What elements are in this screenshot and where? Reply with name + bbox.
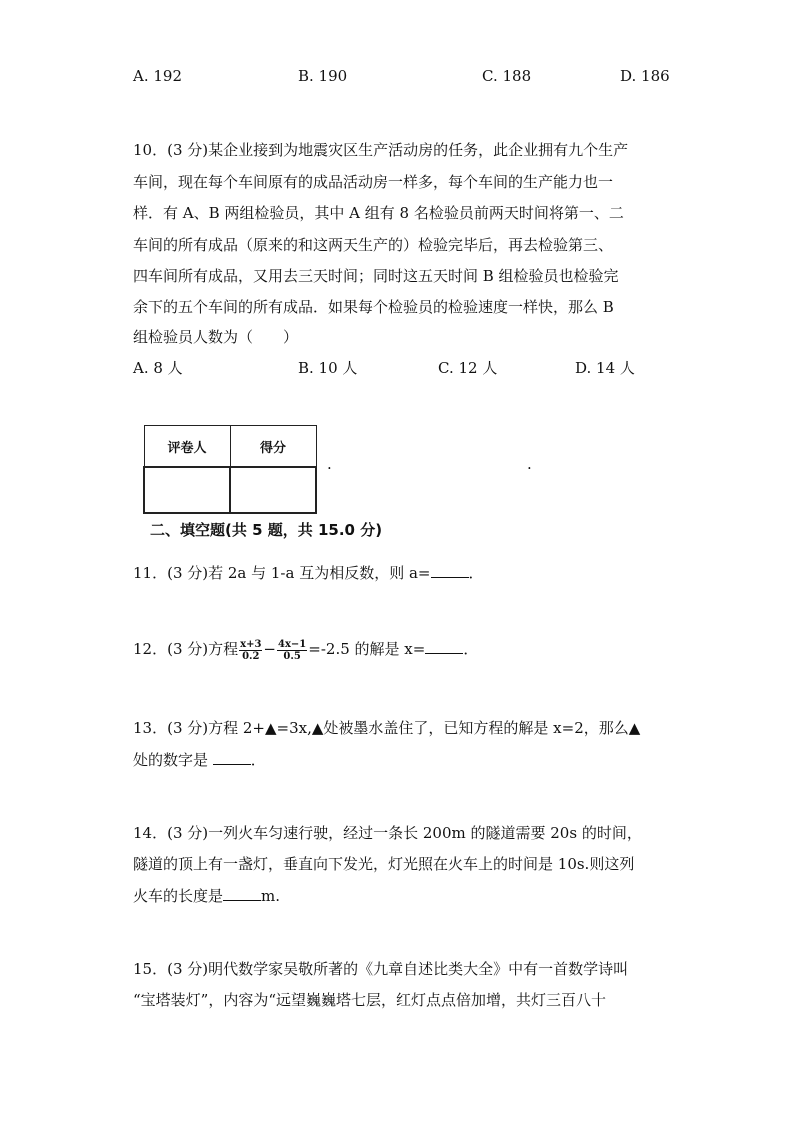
answer-blank [213, 750, 251, 765]
q13-end: ． [250, 751, 266, 769]
q9-option-a: A. 192 [133, 67, 182, 85]
answer-blank [223, 886, 261, 901]
score-header: 得分 [230, 426, 316, 468]
answer-blank [425, 639, 463, 654]
q10-option-b: B. 10 人 [298, 359, 358, 377]
fraction [277, 639, 307, 662]
q13-text: 处的数字是 [133, 751, 213, 769]
q10-line-2: 车间，现在每个车间原有的成品活动房一样多，每个车间的生产能力也一 [133, 173, 614, 191]
q9-option-c: C. 188 [482, 67, 532, 85]
grader-header: 评卷人 [144, 426, 230, 468]
q10-line-7: 组检验员人数为（ ） [133, 328, 299, 346]
q14-line-1: 14．(3 分)一列火车匀速行驶，经过一条长 200m 的隧道需要 20s 的时间， [133, 824, 642, 842]
fraction-numerator: x+3 [240, 638, 262, 650]
fraction-denominator: 0.2 [242, 650, 260, 662]
q13-line-1: 13．(3 分)方程 2+▲=3x,▲处被墨水盖住了，已知方程的解是 x=2，那么▲ [133, 719, 641, 737]
q10-line-4: 车间的所有成品（原来的和这两天生产的）检验完毕后，再去检验第三、 [133, 236, 614, 254]
fraction-numerator: 4x−1 [278, 638, 307, 650]
dot-mark: . [527, 455, 532, 473]
q9-option-d: D. 186 [620, 67, 670, 85]
answer-blank [431, 563, 469, 578]
q14-line-2: 隧道的顶上有一盏灯，垂直向下发光，灯光照在火车上的时间是 10s.则这列 [133, 855, 635, 873]
q14-unit: m. [261, 887, 281, 905]
q11-text: 11．(3 分)若 2a 与 1-a 互为相反数，则 a= [133, 564, 431, 582]
dot-mark: . [327, 455, 332, 473]
question-12 [133, 637, 478, 662]
fraction [239, 639, 262, 662]
q12-text-after: =-2.5 的解是 x= [308, 640, 426, 658]
q10-line-6: 余下的五个车间的所有成品．如果每个检验员的检验速度一样快，那么 B [133, 298, 614, 316]
q10-line-3: 样．有 A、B 两组检验员，其中 A 组有 8 名检验员前两天时间将第一、二 [133, 204, 624, 222]
score-cell [230, 467, 316, 513]
minus-sign: − [263, 640, 276, 658]
q12-text: 12．(3 分)方程 [133, 640, 239, 658]
score-table [143, 425, 317, 514]
section-title: 二、填空题(共 5 题，共 15.0 分) [150, 521, 383, 539]
fraction-denominator: 0.5 [283, 650, 301, 662]
q14-text: 火车的长度是 [133, 887, 224, 905]
question-11 [133, 563, 484, 582]
q12-end: ． [463, 640, 479, 658]
grader-cell [144, 467, 230, 513]
q10-option-d: D. 14 人 [575, 359, 635, 377]
q11-end: ． [468, 564, 484, 582]
q10-option-c: C. 12 人 [438, 359, 498, 377]
q9-option-b: B. 190 [298, 67, 348, 85]
q10-line-5: 四车间所有成品，又用去三天时间；同时这五天时间 B 组检验员也检验完 [133, 267, 619, 285]
q15-line-2: “宝塔装灯”，内容为“远望巍巍塔七层，红灯点点倍加增，共灯三百八十 [133, 991, 607, 1009]
q14-line-3 [133, 886, 280, 905]
q10-line-1: 10．(3 分)某企业接到为地震灾区生产活动房的任务，此企业拥有九个生产 [133, 141, 629, 159]
q13-line-2 [133, 750, 266, 769]
q15-line-1: 15．(3 分)明代数学家吴敬所著的《九章自述比类大全》中有一首数学诗叫 [133, 960, 629, 978]
q10-option-a: A. 8 人 [133, 359, 183, 377]
